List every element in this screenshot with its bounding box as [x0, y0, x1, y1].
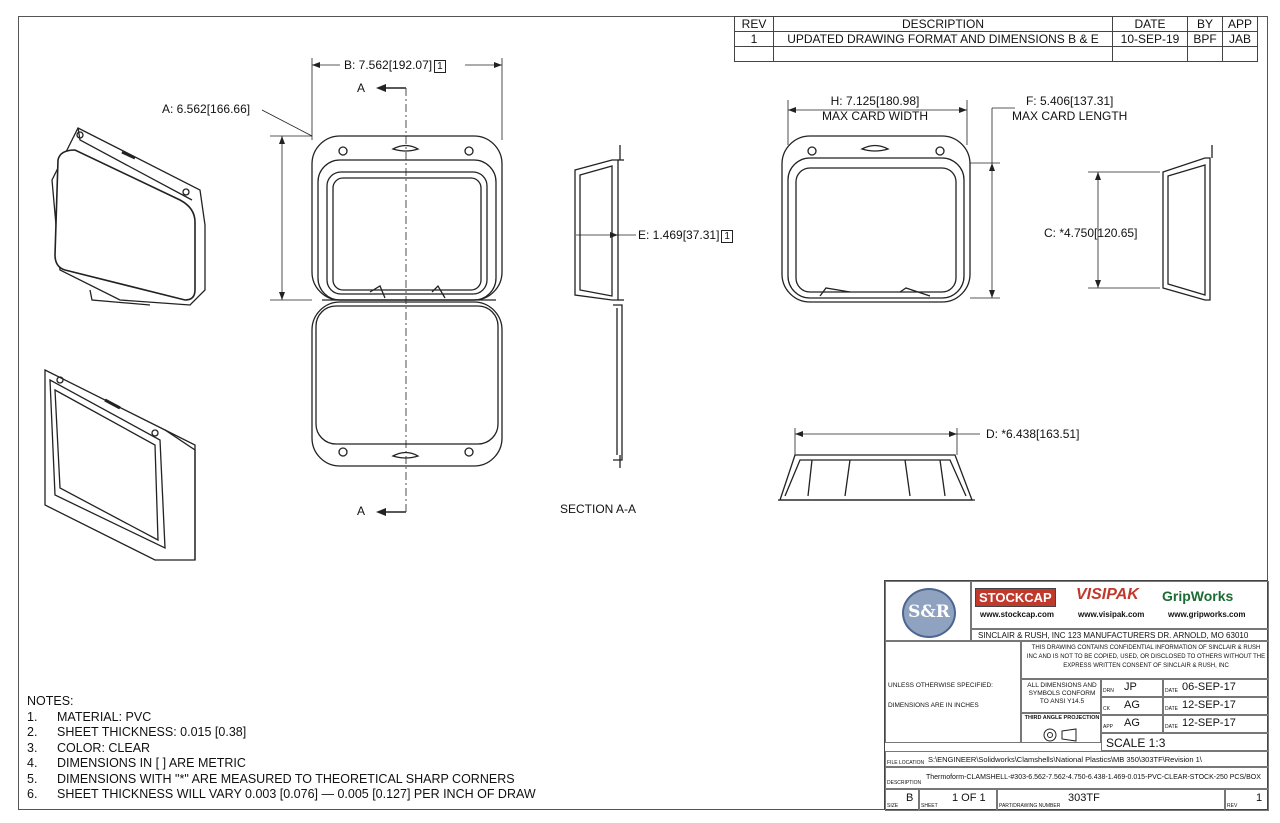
- sheet-rev-cell: [1225, 789, 1269, 811]
- dimensions-in-inches: DIMENSIONS ARE IN INCHES: [888, 702, 979, 709]
- note-number: 1.: [27, 709, 38, 724]
- dimension-f-metric: 137.31: [1073, 94, 1111, 108]
- projection-cell: [1021, 713, 1101, 743]
- description-header: DESCRIPTION: [774, 17, 1113, 32]
- note-item: [27, 710, 536, 726]
- company-logo: [902, 588, 956, 638]
- dimension-h: H: 7.125[180.98] MAX CARD WIDTH: [822, 94, 928, 123]
- tolerance-cell: [885, 641, 1021, 743]
- drawn-by-label: DRN: [1103, 688, 1114, 694]
- address-cell: [971, 629, 1269, 641]
- section-marker-top: A: [357, 81, 366, 95]
- by-header: BY: [1188, 17, 1223, 32]
- section-marker-bottom: A: [357, 504, 366, 518]
- approved-by: AG: [1124, 717, 1140, 729]
- size-label: SIZE: [887, 803, 899, 809]
- unless-specified: UNLESS OTHERWISE SPECIFIED:: [888, 682, 993, 689]
- app-header: APP: [1223, 17, 1258, 32]
- drawn-by-cell: [1101, 679, 1163, 697]
- drawn-date: 06-SEP-17: [1182, 681, 1236, 693]
- card-view: [782, 136, 970, 302]
- sheet-cell: [919, 789, 997, 811]
- third-angle-projection-icon: [1042, 728, 1086, 742]
- section-label: SECTION A-A: [560, 502, 637, 516]
- approved-by-label: APP: [1103, 724, 1114, 730]
- checked-by-cell: [1101, 697, 1163, 715]
- brand-visipak: VISIPAK: [1076, 586, 1139, 603]
- dimension-f: F: 5.406[137.31] MAX CARD LENGTH: [1012, 94, 1128, 123]
- brand-visipak-url: www.visipak.com: [1078, 610, 1145, 619]
- note-text: DIMENSIONS IN [ ] ARE METRIC: [57, 756, 246, 770]
- dimension-b-metric: 192.07: [392, 58, 429, 72]
- company-address: SINCLAIR & RUSH, INC 123 MANUFACTURERS DR. ARNOLD, MO 63010: [978, 631, 1249, 640]
- date-header: DATE: [1113, 17, 1188, 32]
- date-cell: 10-SEP-19: [1113, 32, 1188, 47]
- dimension-b: B: 7.562[192.07] 1: [344, 58, 446, 72]
- checked-date-label: DATE: [1165, 706, 1178, 712]
- bottom-view: [778, 455, 975, 500]
- note-number: 3.: [27, 740, 38, 755]
- checked-by: AG: [1124, 699, 1140, 711]
- note-item: [27, 741, 536, 757]
- dimension-d-value: D: *6.438: [986, 427, 1037, 441]
- rev-header: REV: [735, 17, 774, 32]
- note-text: COLOR: CLEAR: [57, 740, 151, 755]
- side-view: [1163, 145, 1212, 300]
- isometric-view-open: [45, 370, 195, 560]
- scale: SCALE 1:3: [1106, 736, 1166, 750]
- dimension-d-metric: 163.51: [1039, 427, 1077, 441]
- sheet-rev: 1: [1256, 792, 1263, 804]
- drawn-by: JP: [1124, 681, 1137, 693]
- sheet: 1 OF 1: [952, 792, 986, 804]
- drawn-date-label: DATE: [1165, 688, 1178, 694]
- description-cell: [885, 767, 1269, 789]
- confidential-notice: THIS DRAWING CONTAINS CONFIDENTIAL INFORMATION OF SINCLAIR & RUSH INC AND IS NOT TO BE COPIED, USED, OR DISCLOSED TO OTHERS WITHOUT THE EXPRESS WRITTEN CONSENT OF SINCLAIR & RUSH, INC: [1026, 645, 1266, 669]
- note-item: [27, 756, 536, 772]
- dimension-e: E: 1.469[37.31] 1: [638, 228, 733, 242]
- dimension-c-metric: 120.65: [1097, 226, 1135, 240]
- dimension-a: A: 6.562[166.66]: [162, 102, 251, 116]
- notes-title: NOTES:: [27, 694, 74, 708]
- dimension-c: C: *4.750[120.65]: [1044, 226, 1138, 240]
- notes-block: [27, 694, 536, 803]
- confidential-cell: [1021, 641, 1269, 679]
- note-item: [27, 772, 536, 788]
- dimension-f-value: F: 5.406: [1025, 94, 1070, 108]
- third-angle-label: THIRD ANGLE PROJECTION: [1024, 715, 1100, 721]
- part-number: 303TF: [1068, 792, 1100, 804]
- checked-date: 12-SEP-17: [1182, 699, 1236, 711]
- scale-cell: [1101, 733, 1269, 751]
- dimension-h-value: H: 7.125: [830, 94, 876, 108]
- front-view: [312, 136, 502, 466]
- approved-date-cell: [1163, 715, 1269, 733]
- approved-date: 12-SEP-17: [1182, 717, 1236, 729]
- note-number: 4.: [27, 756, 38, 770]
- file-location: S:\ENGINEER\Solidworks\Clamshells\National Plastics\MB 350\303TF\Revision 1\: [928, 755, 1202, 764]
- brand-gripworks: GripWorks: [1162, 588, 1234, 604]
- note-text: MATERIAL: PVC: [57, 709, 152, 724]
- sheet-rev-label: REV: [1227, 803, 1238, 809]
- dimension-e-value: E: 1.469: [638, 228, 683, 242]
- drawn-date-cell: [1163, 679, 1269, 697]
- approved-date-label: DATE: [1165, 724, 1178, 730]
- app-cell: JAB: [1223, 32, 1258, 47]
- brand-stockcap: STOCKCAP: [975, 588, 1056, 607]
- size-cell: [885, 789, 919, 811]
- note-number: 6.: [27, 787, 38, 801]
- file-location-label: FILE LOCATION: [887, 760, 925, 766]
- description-label: DESCRIPTION: [887, 780, 922, 786]
- dimension-h-note: MAX CARD WIDTH: [822, 109, 928, 123]
- approved-by-cell: [1101, 715, 1163, 733]
- part-number-label: PART/DRAWING NUMBER: [999, 803, 1061, 809]
- isometric-view-closed: [52, 128, 205, 305]
- ansi-note: ALL DIMENSIONS AND SYMBOLS CONFORM TO ANSI Y14.5: [1027, 682, 1097, 705]
- rev-cell: 1: [735, 32, 774, 47]
- note-item: [27, 725, 536, 741]
- size: B: [906, 792, 914, 804]
- note-text: SHEET THICKNESS WILL VARY 0.003 [0.076] — 0.005 [0.127] PER INCH OF DRAW: [57, 787, 536, 801]
- sheet-label: SHEET: [921, 803, 938, 809]
- part-number-cell: [997, 789, 1225, 811]
- dimension-a-metric: 166.66: [210, 102, 247, 116]
- brand-stockcap-url: www.stockcap.com: [980, 610, 1054, 619]
- dimension-e-flag: 1: [721, 230, 733, 243]
- description-cell: UPDATED DRAWING FORMAT AND DIMENSIONS B & E: [774, 32, 1113, 47]
- by-cell: BPF: [1188, 32, 1223, 47]
- note-text: SHEET THICKNESS: 0.015 [0.38]: [57, 725, 247, 739]
- dimension-h-metric: 180.98: [879, 94, 917, 108]
- brand-gripworks-url: www.gripworks.com: [1168, 610, 1246, 619]
- note-number: 2.: [27, 725, 38, 739]
- note-item: [27, 787, 536, 803]
- brands-cell: [971, 581, 1269, 629]
- dimension-b-value: B: 7.562: [344, 58, 389, 72]
- dimension-e-metric: 37.31: [686, 228, 717, 242]
- checked-by-label: CK: [1103, 706, 1110, 712]
- dimension-c-value: C: *4.750: [1044, 226, 1095, 240]
- note-number: 5.: [27, 771, 38, 786]
- dimension-a-value: A: 6.562: [162, 102, 207, 116]
- file-location-cell: [885, 751, 1269, 767]
- checked-date-cell: [1163, 697, 1269, 715]
- logo-cell: [885, 581, 971, 641]
- ansi-cell: [1021, 679, 1101, 713]
- section-view: [575, 145, 624, 468]
- note-text: DIMENSIONS WITH "*" ARE MEASURED TO THEORETICAL SHARP CORNERS: [57, 771, 515, 786]
- dimension-b-flag: 1: [434, 60, 446, 73]
- part-description: Thermoform-CLAMSHELL-#303-6.562-7.562-4.750-6.438-1.469-0.015-PVC-CLEAR-STOCK-250 PCS/BOX: [926, 774, 1261, 781]
- title-block: [884, 580, 1268, 810]
- dimension-d: D: *6.438[163.51]: [986, 427, 1080, 441]
- logo-text: S&R: [908, 602, 950, 622]
- dimension-f-note: MAX CARD LENGTH: [1012, 109, 1128, 123]
